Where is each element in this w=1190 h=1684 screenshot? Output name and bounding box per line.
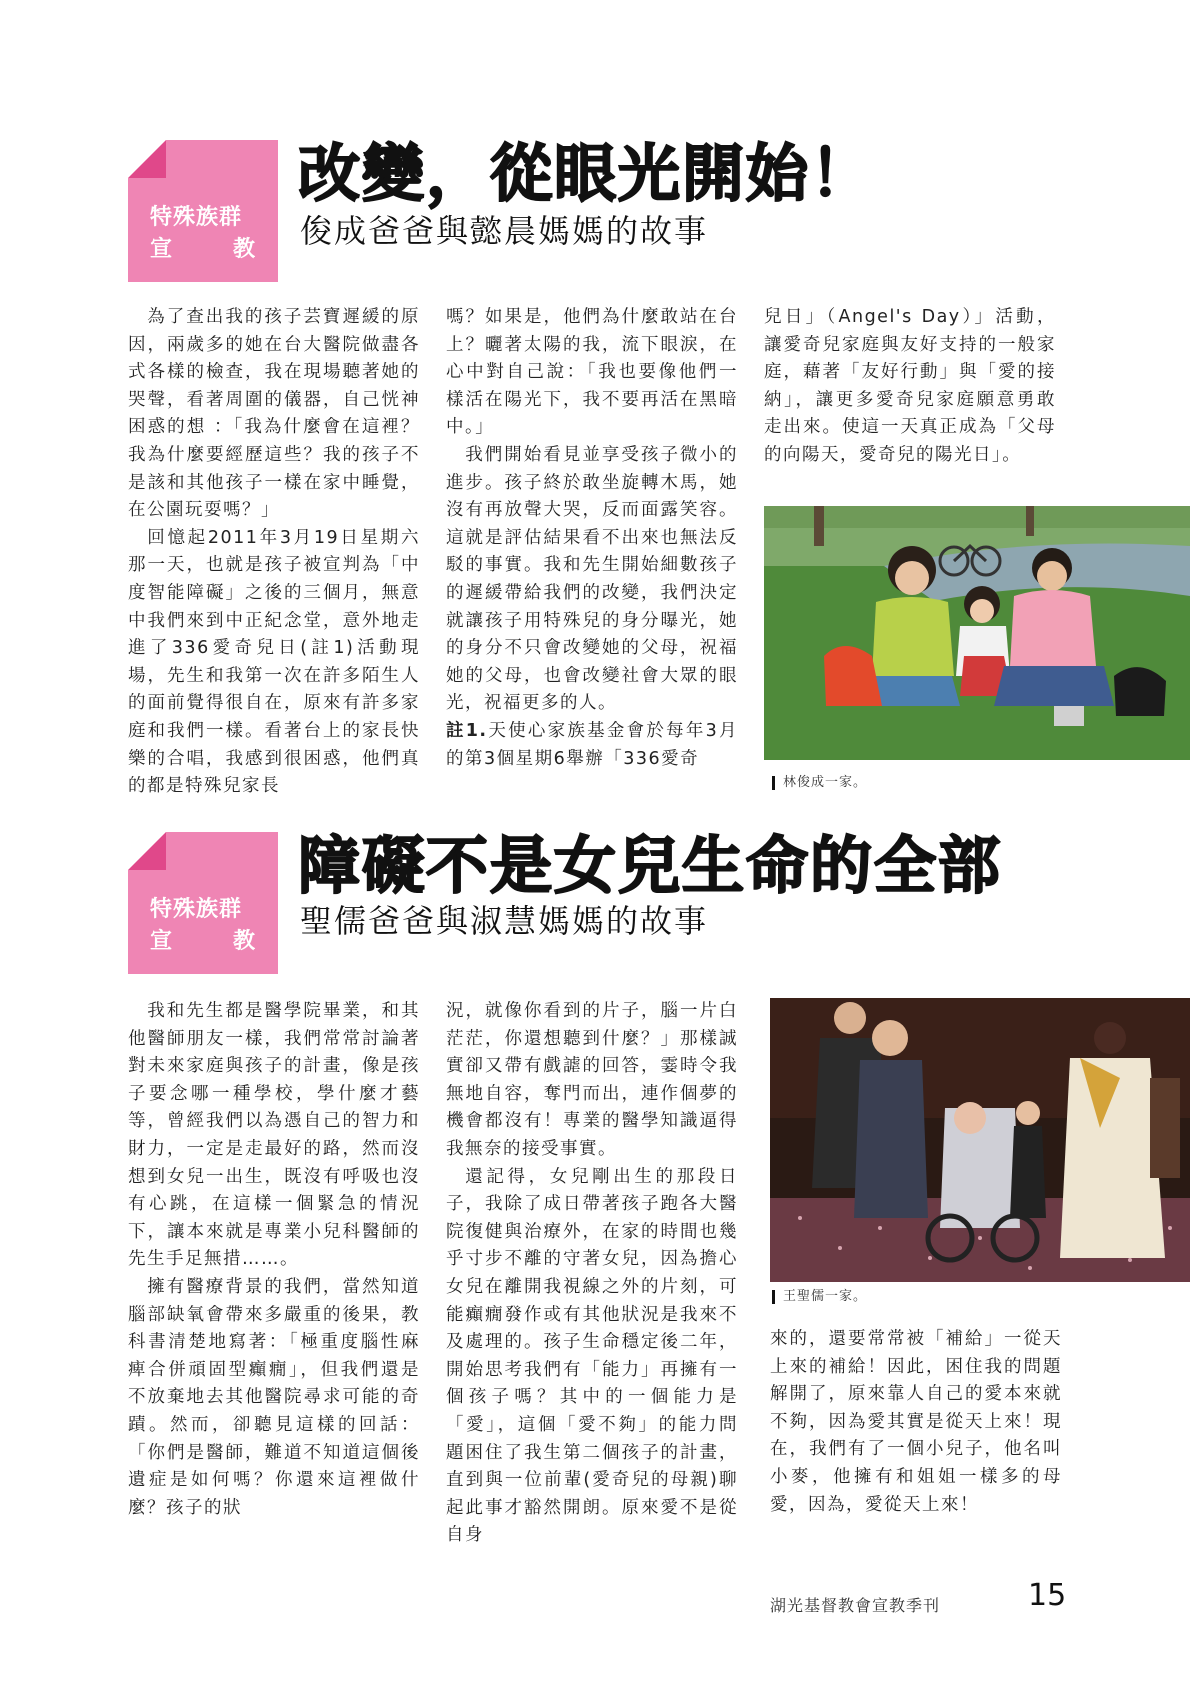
paragraph: 我和先生都是醫學院畢業，和其他醫師朋友一樣，我們常常討論著對未來家庭與孩子的計畫，像是孩子要念哪一種學校，學什麼才藝等，曾經我們以為憑自己的智力和財力，一定是走最好的路，然而沒想到女兒一出生，既沒有呼吸也沒有心跳，在這樣一個緊急的情況下，讓本來就是專業小兒科醫師的先生手足無措……。 (128, 1001, 420, 1270)
article-subtitle: 俊成爸爸與懿晨媽媽的故事 (300, 212, 709, 250)
family-photo-stage (770, 998, 1190, 1282)
paragraph: 況，就像你看到的片子，腦一片白茫茫，你還想聽到什麼？」那樣誠實卻又帶有戲謔的回答，霎時令我無地自容，奪門而出，連作個夢的機會都沒有！專業的醫學知識逼得我無奈的接受事實。 (446, 1001, 738, 1159)
page-number: 15 (1028, 1578, 1067, 1613)
article-column-1 (128, 304, 420, 801)
paragraph: 我們開始看見並享受孩子微小的進步。孩子終於敢坐旋轉木馬，她沒有再放聲大哭，反而面露笑容。這就是評估結果看不出來也無法反駁的事實。我和先生開始細數孩子的遲緩帶給我們的改變，我們決定就讓孩子用特殊兒的身分曝光，她的身分不只會改變她的父母，祝福她的父母，也會改變社會大眾的眼光，祝福更多的人。 (446, 444, 738, 714)
paragraph: 兒日」（Angel's Day）」活動，讓愛奇兒家庭與友好支持的一般家庭，藉著「友好行動」與「愛的接納」，讓更多愛奇兒家庭願意勇敢走出來。使這一天真正成為「父母的向陽天，愛奇兒的陽光日」。 (764, 307, 1056, 465)
badge-line1: 特殊族群 (150, 205, 243, 230)
paragraph: 為了查出我的孩子芸寶遲緩的原因，兩歲多的她在台大醫院做盡各式各樣的檢查，我在現場聽著她的哭聲，看著周圍的儀器，自己恍神困惑的想 ：「我為什麼會在這裡？我為什麼要經歷這些？我的孩子不是該和其他孩子一樣在家中睡覺，在公園玩耍嗎？」 (128, 307, 420, 521)
article-column-3 (764, 304, 1056, 470)
badge-fold-corner (128, 140, 166, 178)
paragraph: 擁有醫療背景的我們，當然知道腦部缺氧會帶來多嚴重的後果，教科書清楚地寫著：「極重度腦性麻痺合併頑固型癲癇」，但我們還是不放棄地去其他醫院尋求可能的奇蹟。然而，卻聽見這樣的回話：「你們是醫師，難道不知道這個後遺症是如何嗎？你還來這裡做什麼？孩子的狀 (128, 1276, 420, 1518)
footnote (446, 718, 738, 773)
article-column-2 (446, 304, 738, 773)
article-subtitle: 聖儒爸爸與淑慧媽媽的故事 (300, 902, 709, 940)
badge-line2b: 教 (232, 237, 256, 262)
paragraph: 來的，還要常常被「補給」一從天上來的補給！因此，困住我的問題解開了，原來靠人自己的愛本來就不夠，因為愛其實是從天上來！現在，我們有了一個小兒子，他名叫小麥，他擁有和姐姐一樣多的母愛，因為，愛從天上來！ (770, 1329, 1062, 1515)
article-column-2 (446, 998, 738, 1550)
paragraph: 嗎？如果是，他們為什麼敢站在台上？曬著太陽的我，流下眼淚，在心中對自己說：「我也要像他們一樣活在陽光下，我不要再活在黑暗中。」 (446, 307, 738, 438)
footnote-text: 天使心家族基金會於每年3月的第3個星期6舉辦「336愛奇 (446, 720, 738, 769)
article-title: 改變，從眼光開始！ (298, 137, 875, 210)
badge-line1: 特殊族群 (150, 897, 243, 922)
family-photo-stage-image (770, 998, 1190, 1282)
photo-caption: 王聖儒一家。 (772, 1290, 867, 1304)
publication-name: 湖光基督教會宣教季刊 (769, 1596, 940, 1615)
badge-line2b: 教 (232, 929, 256, 954)
photo-caption: 林俊成一家。 (772, 776, 867, 790)
footnote-label: 註1. (446, 720, 488, 741)
badge-fold-corner (128, 832, 166, 870)
section-badge (128, 832, 278, 974)
badge-line2a: 宣 (150, 237, 174, 262)
section-badge (128, 140, 278, 282)
article-title: 障礙不是女兒生命的全部 (298, 829, 1003, 902)
paragraph: 回憶起2011年3月19日星期六那一天，也就是孩子被宣判為「中度智能障礙」之後的三個月，無意中我們來到中正紀念堂，意外地走進了336愛奇兒日(註1)活動現場，先生和我第一次在許多陌生人的面前覺得很自在，原來有許多家庭和我們一樣。看著台上的家長快樂的合唱，我感到很困惑，他們真的都是特殊兒家長 (128, 527, 420, 797)
badge-line2 (150, 232, 256, 263)
family-photo-park-image (764, 506, 1190, 760)
article-column-3 (770, 1326, 1062, 1519)
article-column-1 (128, 998, 420, 1522)
badge-line2 (150, 924, 256, 955)
badge-line2a: 宣 (150, 929, 174, 954)
family-photo-park (764, 506, 1190, 760)
paragraph: 還記得，女兒剛出生的那段日子，我除了成日帶著孩子跑各大醫院復健與治療外，在家的時間也幾乎寸步不離的守著女兒，因為擔心女兒在離開我視線之外的片刻，可能癲癇發作或有其他狀況是我來不及處理的。孩子生命穩定後二年，開始思考我們有「能力」再擁有一個孩子嗎？其中的一個能力是「愛」，這個「愛不夠」的能力問題困住了我生第二個孩子的計畫，直到與一位前輩(愛奇兒的母親)聊起此事才豁然開朗。原來愛不是從自身 (446, 1166, 738, 1546)
